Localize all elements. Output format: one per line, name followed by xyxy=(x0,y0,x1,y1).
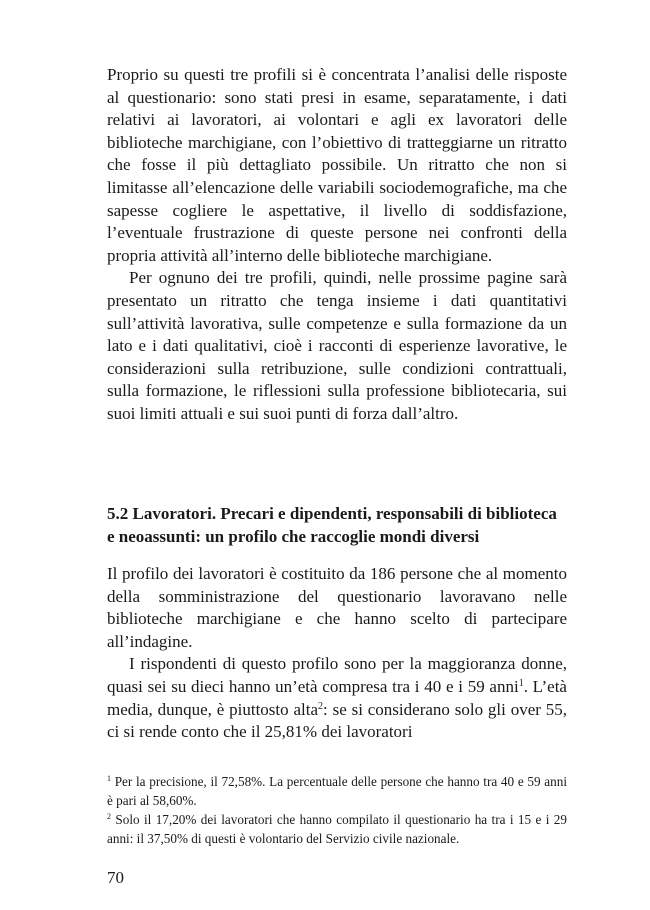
paragraph: Per ognuno dei tre profili, quindi, nelle prossime pagine sarà presentato un ritratto che tenga insieme i dati quantitativi sull’attività lavorativa, sulle competenze e sulla formazione da un lato e i dati qualitativi, cioè i racconti di esperienze lavorative, le considerazioni sulla retribuzione, sulle condizioni contrattuali, sulla formazione, le riflessioni sulla professione bibliotecaria, sui suoi limiti attuali e sui suoi punti di forza dall’altro. xyxy=(107,268,567,423)
text-run: . L’età media, dunque, è piuttosto alta xyxy=(107,676,567,719)
section-heading: 5.2 Lavoratori. Precari e dipendenti, responsabili di biblioteca e neoassunti: un profilo che raccoglie mondi diversi xyxy=(107,504,557,546)
footnote-marker: 2 xyxy=(107,812,111,821)
paragraph xyxy=(107,653,567,743)
footnote-marker: 1 xyxy=(107,774,111,783)
body-text-bottom xyxy=(107,563,567,744)
footnote xyxy=(107,810,567,848)
page-number: 70 xyxy=(107,868,124,887)
footnote-text: Per la precisione, il 72,58%. La percentuale delle persone che hanno tra 40 e 59 anni è pari al 58,60%. xyxy=(107,774,567,808)
paragraph: Il profilo dei lavoratori è costituito da 186 persone che al momento della somministrazione del questionario lavoravano nelle biblioteche marchigiane e che hanno scelto di partecipare all’indagine. xyxy=(107,564,567,651)
text-run: I rispondenti di questo profilo sono per la maggioranza donne, quasi sei su dieci hanno un’età compresa tra i 40 e i 59 anni xyxy=(107,654,567,696)
footnotes xyxy=(107,772,567,848)
footnote xyxy=(107,772,567,810)
body-text-top xyxy=(107,64,567,426)
paragraph: Proprio su questi tre profili si è concentrata l’analisi delle risposte al questionario: sono stati presi in esame, separatamente, i dati relativi ai lavoratori, ai volontari e agli ex lavoratori delle biblioteche marchigiane, con l’obiettivo di tratteggiarne un ritratto che fosse il più dettagliato possibile. Un ritratto che non si limitasse all’elencazione delle variabili sociodemografiche, ma che sapesse cogliere le aspettative, il livello di soddisfazione, l’eventuale frustrazione di queste persone nei confronti della propria attività all’interno delle biblioteche marchigiane. xyxy=(107,65,567,265)
footnote-ref[interactable]: 1 xyxy=(518,677,524,689)
footnote-text: Solo il 17,20% dei lavoratori che hanno compilato il questionario ha tra i 15 e i 29 anni: il 37,50% di questi è volontario del Servizio civile nazionale. xyxy=(107,812,567,846)
footnote-ref[interactable]: 2 xyxy=(318,700,324,712)
text-run: : se si considerano solo gli over 55, ci si rende conto che il 25,81% dei lavoratori xyxy=(107,699,567,742)
